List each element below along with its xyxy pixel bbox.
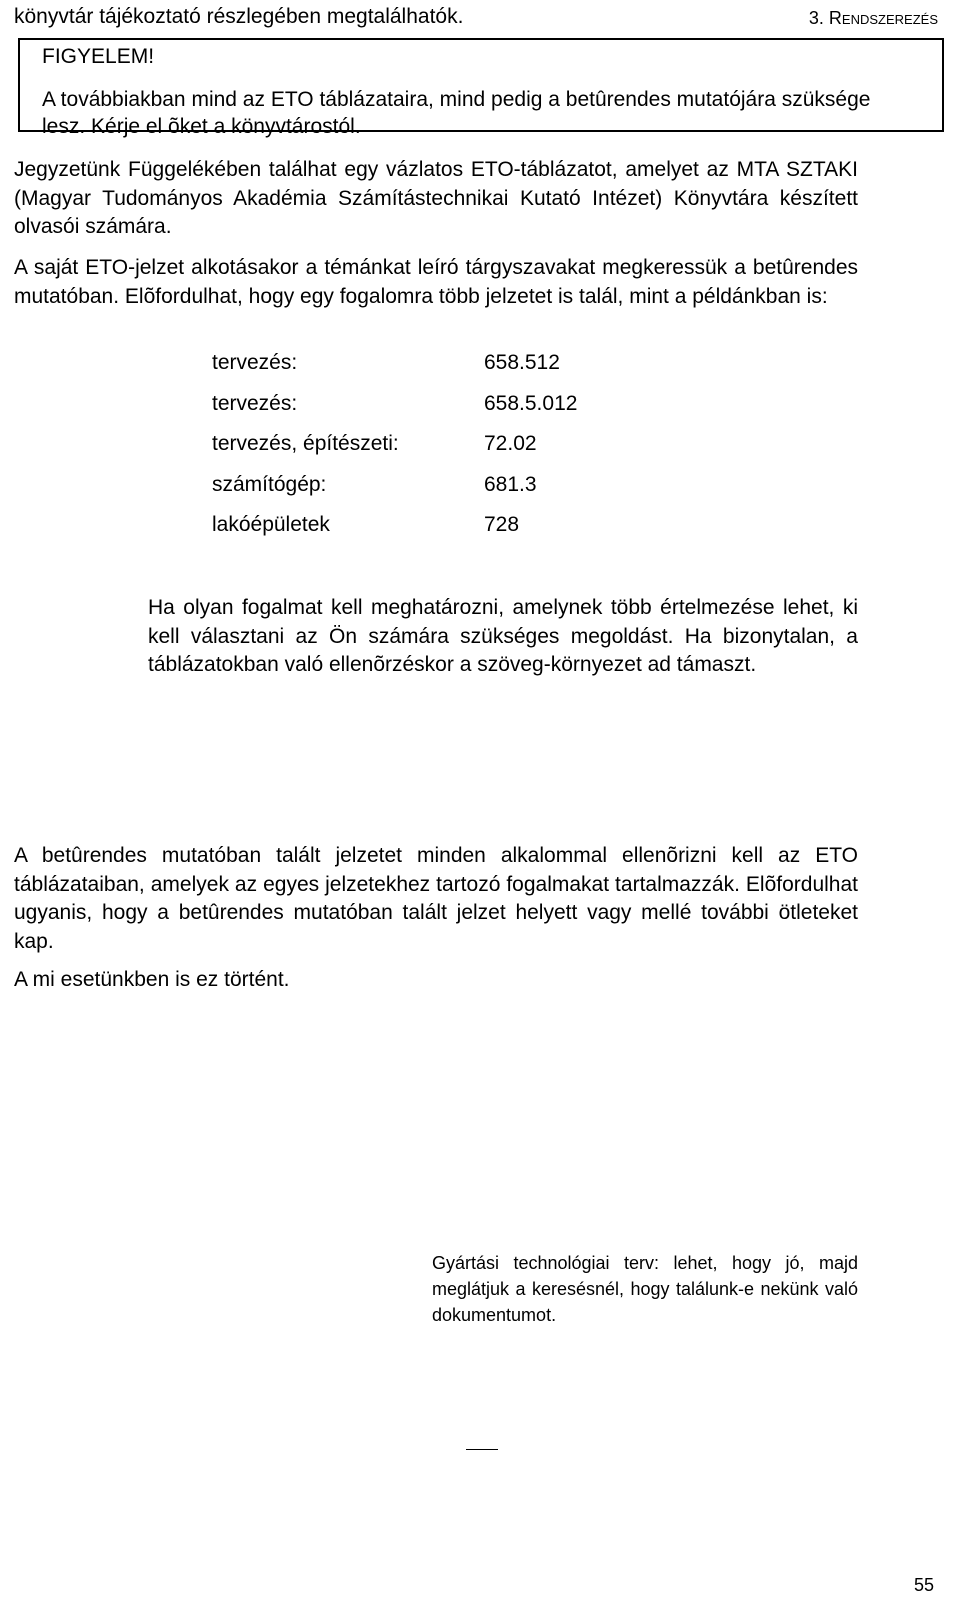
index-code: 72.02: [484, 432, 537, 455]
warning-text: A továbbiakban mind az ETO táblázataira, mind pedig a betûrendes mutatójára szüksége lesz. Kérje el õket a könyvtárostól.: [42, 88, 871, 138]
index-term: tervezés:: [212, 351, 298, 374]
paragraph-verification: A betûrendes mutatóban talált jelzetet minden alkalommal ellenõrizni kell az ETO táblázataiban, amelyek az egyes jelzetekhez tartozó fogalmakat tartalmazzák. Elõfordulhat ugyanis, hogy a betûrendes mutatóban talált jelzet helyett vagy mellé további ötleteket kap.: [14, 844, 858, 953]
chapter-title-rest: ENDSZEREZÉS: [841, 12, 938, 27]
index-entry: [212, 391, 632, 432]
index-code: 658.5.012: [484, 391, 578, 415]
index-code: 681.3: [484, 472, 537, 496]
warning-title: FIGYELEM!: [42, 45, 155, 68]
index-term: számítógép:: [212, 472, 327, 496]
index-entry: [212, 472, 632, 513]
index-code: 658.512: [484, 351, 560, 374]
running-header: [809, 6, 938, 32]
footnote: Gyártási technológiai terv: lehet, hogy jó, majd meglátjuk a keresésnél, hogy találunk-e nekünk való dokumentumot.: [432, 1253, 858, 1325]
index-entry-list: [212, 350, 632, 553]
paragraph-eto-notation: A saját ETO-jelzet alkotásakor a témánkat leíró tárgyszavakat megkeressük a betûrendes mutatóban. Elõfordulhat, hogy egy fogalomra több jelzetet is talál, mint a példánkban is:: [14, 256, 858, 308]
index-code: 728: [484, 513, 520, 536]
continued-text-line: könyvtár tájékoztató részlegében megtalálhatók.: [14, 5, 464, 28]
paragraph-example: A mi esetünkben is ez történt.: [14, 968, 290, 991]
page-number: 55: [913, 1575, 934, 1595]
chapter-number: 3.: [808, 8, 824, 28]
index-entry: [212, 431, 632, 472]
index-term: tervezés, építészeti:: [212, 432, 399, 455]
chapter-title-initial: R: [828, 8, 842, 28]
paragraph-ambiguity-note: Ha olyan fogalmat kell meghatározni, amelynek több értelmezése lehet, ki kell választani az Ön számára szükséges megoldást. Ha bizonytalan, a táblázatokban való ellenõrzéskor a szöveg-környezet ad támaszt.: [148, 596, 858, 676]
index-entry: [212, 350, 632, 391]
index-term: tervezés:: [212, 391, 298, 415]
index-term: lakóépületek: [212, 513, 330, 536]
index-entry: [212, 512, 632, 553]
paragraph-appendix: Jegyzetünk Függelékében találhat egy vázlatos ETO-táblázatot, amelyet az MTA SZTAKI (Magyar Tudományos Akadémia Számítástechnikai Kutató Intézet) Könyvtára készített olvasói számára.: [14, 158, 858, 238]
footnote-separator: [466, 1449, 498, 1450]
